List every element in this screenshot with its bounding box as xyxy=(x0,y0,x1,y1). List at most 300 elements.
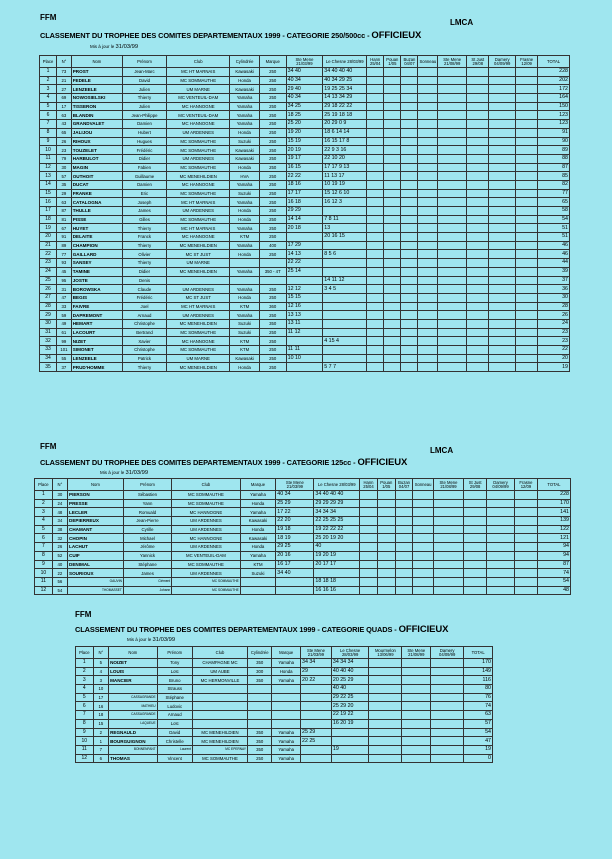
table-cell xyxy=(418,250,438,259)
table-cell: 3 xyxy=(35,508,53,517)
table-cell xyxy=(401,102,418,111)
table-cell xyxy=(489,154,516,163)
table-cell: 25 29 xyxy=(301,728,332,737)
table-cell xyxy=(516,154,538,163)
table-cell: Honda xyxy=(230,215,259,224)
table-cell xyxy=(230,259,259,268)
table-cell xyxy=(431,737,464,746)
table-cell xyxy=(384,172,401,181)
table-cell: 18 18 18 xyxy=(314,577,360,586)
table-cell: 77 xyxy=(538,189,570,198)
table-cell xyxy=(489,267,516,276)
table-cell xyxy=(489,76,516,85)
table-cell: MC MENEHILDIEN xyxy=(192,737,247,746)
table-cell xyxy=(489,311,516,320)
table-cell xyxy=(401,76,418,85)
table-cell: BOURGUIGNON xyxy=(109,737,158,746)
table-cell xyxy=(489,137,516,146)
table-cell: 4 xyxy=(93,667,108,676)
ffm-label: FFM xyxy=(75,610,92,619)
table-cell: 14 11 12 xyxy=(323,276,367,285)
table-cell xyxy=(515,508,538,517)
table-cell: Kawasaki xyxy=(230,68,259,77)
table-cell: Cyrille xyxy=(123,525,171,534)
table-cell xyxy=(489,224,516,233)
table-row xyxy=(40,346,570,355)
table-cell xyxy=(369,667,402,676)
table-cell: 12 12 xyxy=(286,285,323,294)
table-cell: 48 xyxy=(537,586,570,595)
table-cell xyxy=(438,172,467,181)
table-cell: 29 xyxy=(40,311,57,320)
table-cell xyxy=(367,224,384,233)
table-cell xyxy=(402,659,431,668)
table-cell xyxy=(418,76,438,85)
table-cell: 19 xyxy=(331,745,369,754)
table-cell xyxy=(467,198,489,207)
table-cell: 12 xyxy=(40,163,57,172)
table-cell: CATALOGNA xyxy=(71,198,122,207)
table-cell xyxy=(516,120,538,129)
column-header: Prénom xyxy=(157,647,192,659)
table-cell: 3 xyxy=(76,676,94,685)
table-cell xyxy=(438,224,467,233)
table-row xyxy=(35,534,571,543)
table-cell: 87 xyxy=(57,207,72,216)
table-cell: Johann xyxy=(123,586,171,595)
table-cell: 77 xyxy=(57,250,72,259)
table-cell: CHAMPAGNE MC xyxy=(192,659,247,668)
table-cell xyxy=(487,499,515,508)
table-cell xyxy=(489,215,516,224)
table-cell xyxy=(367,146,384,155)
table-cell xyxy=(248,711,272,720)
table-cell: MC EPERNAY xyxy=(192,745,247,754)
table-cell xyxy=(401,154,418,163)
table-cell xyxy=(360,534,378,543)
table-cell: MC HANNOGNE xyxy=(166,233,230,242)
table-cell xyxy=(467,128,489,137)
table-cell: 20 16 xyxy=(276,551,314,560)
table-cell: 73 xyxy=(57,68,72,77)
table-row xyxy=(40,337,570,346)
table-cell xyxy=(516,241,538,250)
table-cell: 250 xyxy=(259,146,286,155)
table-cell xyxy=(438,128,467,137)
column-header: Ste Mene 21/08/99 xyxy=(402,647,431,659)
table-cell xyxy=(464,525,487,534)
table-cell xyxy=(489,293,516,302)
table-cell: 20 17 17 xyxy=(314,560,360,569)
table-cell xyxy=(438,250,467,259)
table-cell xyxy=(402,745,431,754)
table-cell: 45 xyxy=(57,267,72,276)
table-cell: BOROWSKA xyxy=(71,285,122,294)
table-cell: 350 xyxy=(248,728,272,737)
table-cell: MC HERMONVILLE xyxy=(192,676,247,685)
table-cell: MC VENTEUIL-DAM xyxy=(172,551,241,560)
table-cell xyxy=(489,276,516,285)
table-cell xyxy=(438,137,467,146)
table-cell xyxy=(418,172,438,181)
table-cell: 40 40 40 xyxy=(331,667,369,676)
table-cell: PRUD'HOMME xyxy=(71,363,122,372)
table-cell: 82 xyxy=(538,180,570,189)
table-cell xyxy=(516,311,538,320)
table-cell xyxy=(384,120,401,129)
table-cell xyxy=(467,311,489,320)
table-cell xyxy=(109,685,158,694)
table-cell: 25 20 19 20 xyxy=(314,534,360,543)
table-cell: Thierry xyxy=(123,94,167,103)
table-cell: Bruno xyxy=(157,676,192,685)
table-cell: 250 xyxy=(259,137,286,146)
table-cell xyxy=(489,285,516,294)
table-cell: 40 34 29 25 xyxy=(323,76,367,85)
table-cell xyxy=(418,85,438,94)
table-cell: MC SOMMAUTHE xyxy=(172,499,241,508)
table-cell: 4 15 4 xyxy=(323,337,367,346)
table-cell: 34 40 40 40 xyxy=(323,68,367,77)
table-cell xyxy=(438,346,467,355)
table-cell: MC HT MARNAIS xyxy=(166,224,230,233)
table-cell: UM ARDENNES xyxy=(166,154,230,163)
table-cell xyxy=(487,491,515,500)
table-cell: Didier xyxy=(123,154,167,163)
table-cell xyxy=(438,207,467,216)
column-header: Buzan 04/07 xyxy=(395,479,413,491)
table-cell: THOMAS xyxy=(109,754,158,763)
table-cell: MC SOMMAUTHE xyxy=(172,577,241,586)
table-cell: Yamaha xyxy=(230,94,259,103)
table-cell: 18 xyxy=(40,215,57,224)
table-cell xyxy=(384,346,401,355)
table-cell: 91 xyxy=(538,128,570,137)
table-cell xyxy=(286,337,323,346)
table-cell: 28 xyxy=(40,302,57,311)
table-cell: 94 xyxy=(537,551,570,560)
table-cell: RIHOUX xyxy=(71,137,122,146)
table-cell: 8 xyxy=(40,128,57,137)
table-row xyxy=(40,146,570,155)
table-cell: 21 xyxy=(57,76,72,85)
table-cell xyxy=(438,215,467,224)
table-cell: CASSAGRANDE xyxy=(109,693,158,702)
table-cell xyxy=(384,293,401,302)
table-cell: 25 19 18 18 xyxy=(323,111,367,120)
table-cell: 88 xyxy=(538,154,570,163)
table-cell xyxy=(516,85,538,94)
table-cell: 350 xyxy=(248,659,272,668)
table-cell: Laurent xyxy=(157,745,192,754)
table-cell xyxy=(286,276,323,285)
table-cell: UM ARDENNES xyxy=(166,311,230,320)
table-cell: 48 xyxy=(52,508,67,517)
table-cell: Kawasaki xyxy=(240,517,276,526)
table-cell: Julien xyxy=(123,102,167,111)
table-cell: 20 29 0 9 xyxy=(323,120,367,129)
table-cell xyxy=(395,551,413,560)
table-cell: 2 xyxy=(40,76,57,85)
table-cell xyxy=(489,128,516,137)
table-cell: 1 xyxy=(93,737,108,746)
table-cell: SIMONET xyxy=(71,346,122,355)
table-cell xyxy=(360,525,378,534)
column-header: Marque xyxy=(272,647,301,659)
column-header: Marque xyxy=(240,479,276,491)
table-cell xyxy=(431,676,464,685)
table-cell: 4 xyxy=(40,94,57,103)
table-cell: CASSAGRANDE xyxy=(109,711,158,720)
table-cell: 34 40 xyxy=(276,569,314,578)
table-row xyxy=(40,154,570,163)
table-cell: 6 xyxy=(93,754,108,763)
table-cell xyxy=(384,224,401,233)
table-cell: MATHIEU xyxy=(109,702,158,711)
table-cell: 13 xyxy=(323,224,367,233)
table-cell: 20 19 xyxy=(286,146,323,155)
table-cell: 8 5 6 xyxy=(323,250,367,259)
table-cell: MANCIER xyxy=(109,676,158,685)
table-cell: HEMART xyxy=(71,319,122,328)
table-cell xyxy=(431,719,464,728)
table-cell: Yamaha xyxy=(272,745,301,754)
table-cell: DENIMAL xyxy=(68,560,124,569)
table-cell xyxy=(433,534,463,543)
table-cell xyxy=(377,577,395,586)
table-cell xyxy=(384,311,401,320)
table-cell xyxy=(467,102,489,111)
table-cell xyxy=(516,346,538,355)
table-cell: 4 xyxy=(76,685,94,694)
table-cell xyxy=(402,728,431,737)
table-cell xyxy=(438,180,467,189)
table-cell xyxy=(516,337,538,346)
table-cell xyxy=(395,508,413,517)
table-cell: 24 xyxy=(52,499,67,508)
table-cell xyxy=(418,137,438,146)
table-cell xyxy=(467,250,489,259)
table-cell: 31 xyxy=(40,328,57,337)
table-cell xyxy=(413,508,433,517)
table-cell xyxy=(192,702,247,711)
column-header: Damery 04/09/99 xyxy=(489,56,516,68)
table-cell: 12 xyxy=(35,586,53,595)
table-cell xyxy=(323,311,367,320)
table-cell: Clément xyxy=(123,577,171,586)
table-cell xyxy=(515,491,538,500)
table-cell: 149 xyxy=(464,667,493,676)
table-cell: 51 xyxy=(538,224,570,233)
table-cell: PISSE xyxy=(71,215,122,224)
table-cell xyxy=(464,517,487,526)
table-cell: REGNAULD xyxy=(109,728,158,737)
table-cell xyxy=(516,146,538,155)
table-cell: 202 xyxy=(538,76,570,85)
table-cell xyxy=(367,76,384,85)
table-cell xyxy=(259,259,286,268)
table-cell xyxy=(516,111,538,120)
table-cell xyxy=(367,68,384,77)
table-cell: 30 xyxy=(538,293,570,302)
table-cell xyxy=(384,111,401,120)
table-cell xyxy=(516,198,538,207)
table-cell: DELAITE xyxy=(71,233,122,242)
table-cell: 26 xyxy=(538,311,570,320)
table-cell xyxy=(516,68,538,77)
table-cell: 87 xyxy=(538,163,570,172)
table-cell xyxy=(384,285,401,294)
table-row xyxy=(76,737,493,746)
table-cell: MC HANNOGNE xyxy=(166,337,230,346)
table-cell: Honda xyxy=(230,250,259,259)
table-cell xyxy=(402,676,431,685)
table-cell xyxy=(413,491,433,500)
table-cell: 22 22 xyxy=(286,259,323,268)
column-header: Frasne 12/09 xyxy=(515,479,538,491)
table-cell xyxy=(431,711,464,720)
table-cell: 350 xyxy=(248,676,272,685)
table-cell: MC HT MARNAIS xyxy=(166,302,230,311)
table-cell: 250 xyxy=(259,154,286,163)
table-cell: MC VENTEUIL-DAM xyxy=(166,111,230,120)
table-cell xyxy=(467,146,489,155)
table-row xyxy=(40,328,570,337)
table-cell: Suzuki xyxy=(230,189,259,198)
table-cell xyxy=(367,94,384,103)
table-cell xyxy=(489,363,516,372)
table-cell xyxy=(467,354,489,363)
table-row xyxy=(35,517,571,526)
table-cell: Suzuki xyxy=(230,137,259,146)
table-cell: MC MENEHILDIEN xyxy=(166,267,230,276)
table-cell xyxy=(464,577,487,586)
table-cell: Strauss xyxy=(157,685,192,694)
table-cell: UM MARNE xyxy=(166,354,230,363)
table-cell: LACOURT xyxy=(71,328,122,337)
table-cell xyxy=(384,154,401,163)
table-cell: 18 19 xyxy=(276,534,314,543)
table-cell: 250 xyxy=(259,102,286,111)
table-row xyxy=(35,491,571,500)
table-cell: 18 25 xyxy=(286,111,323,120)
table-cell: Suzuki xyxy=(230,319,259,328)
table-cell: 250 xyxy=(259,337,286,346)
table-cell xyxy=(516,302,538,311)
table-cell: Frédéric xyxy=(123,146,167,155)
column-header: Prénom xyxy=(123,56,167,68)
table-cell: 24 xyxy=(40,267,57,276)
table-cell xyxy=(331,737,369,746)
table-cell: Yamaha xyxy=(240,551,276,560)
table-cell: MC SOMMAUTHE xyxy=(166,76,230,85)
table-cell: LACHUT xyxy=(68,543,124,552)
table-cell xyxy=(516,76,538,85)
table-cell: 40 xyxy=(52,560,67,569)
table-row xyxy=(35,525,571,534)
table-cell xyxy=(467,180,489,189)
table-cell xyxy=(402,693,431,702)
table-cell: 3 xyxy=(40,85,57,94)
table-row xyxy=(40,354,570,363)
table-cell xyxy=(401,250,418,259)
column-header: TOTAL xyxy=(537,479,570,491)
table-cell: 32 xyxy=(52,534,67,543)
table-cell xyxy=(431,728,464,737)
table-cell: 40 34 xyxy=(286,76,323,85)
table-cell xyxy=(301,685,332,694)
table-cell: NOWOSIELSKI xyxy=(71,94,122,103)
table-row xyxy=(40,189,570,198)
table-row xyxy=(40,224,570,233)
table-cell: JOSTE xyxy=(71,276,122,285)
table-row xyxy=(40,302,570,311)
table-cell: 250 xyxy=(259,163,286,172)
table-cell: Honda xyxy=(240,499,276,508)
table-cell: 36 xyxy=(538,285,570,294)
table-cell: Kawasaki xyxy=(230,85,259,94)
column-header: Ste Mene 21/03/99 xyxy=(276,479,314,491)
table-cell: 11 xyxy=(35,577,53,586)
table-cell xyxy=(489,241,516,250)
table-cell xyxy=(464,569,487,578)
table-cell xyxy=(516,259,538,268)
table-cell xyxy=(401,198,418,207)
table-cell: 123 xyxy=(538,120,570,129)
table-cell xyxy=(438,189,467,198)
table-cell xyxy=(384,85,401,94)
table-cell: FEDELE xyxy=(71,76,122,85)
table-cell xyxy=(301,711,332,720)
table-cell xyxy=(360,508,378,517)
table-cell: 18 6 14 14 xyxy=(323,128,367,137)
table-cell: GRANDVALET xyxy=(71,120,122,129)
table-cell: Yamaha xyxy=(230,285,259,294)
table-row xyxy=(40,198,570,207)
table-cell xyxy=(418,120,438,129)
table-cell xyxy=(384,207,401,216)
table-cell xyxy=(467,207,489,216)
table-row xyxy=(40,85,570,94)
table-cell: 1 xyxy=(40,68,57,77)
table-cell: 61 xyxy=(57,328,72,337)
table-cell xyxy=(467,154,489,163)
table-cell: 29 40 xyxy=(286,85,323,94)
table-cell xyxy=(369,728,402,737)
table-cell xyxy=(240,586,276,595)
table-cell xyxy=(384,319,401,328)
column-header: Club xyxy=(166,56,230,68)
table-cell xyxy=(395,577,413,586)
table-cell: Honda xyxy=(230,163,259,172)
table-cell: Yamaha xyxy=(272,728,301,737)
table-cell: 16 15 xyxy=(286,163,323,172)
table-cell: 6 xyxy=(40,111,57,120)
table-cell: Yamaha xyxy=(272,676,301,685)
table-cell xyxy=(438,311,467,320)
table-cell xyxy=(401,233,418,242)
table-cell: 19 xyxy=(464,745,493,754)
column-header: Prénom xyxy=(123,479,171,491)
table-cell xyxy=(438,337,467,346)
table-cell: 228 xyxy=(537,491,570,500)
table-cell xyxy=(433,586,463,595)
table-cell xyxy=(377,525,395,534)
column-header: Hann 25/04 xyxy=(360,479,378,491)
table-cell xyxy=(467,259,489,268)
table-cell xyxy=(413,586,433,595)
table-cell: KTM xyxy=(230,346,259,355)
